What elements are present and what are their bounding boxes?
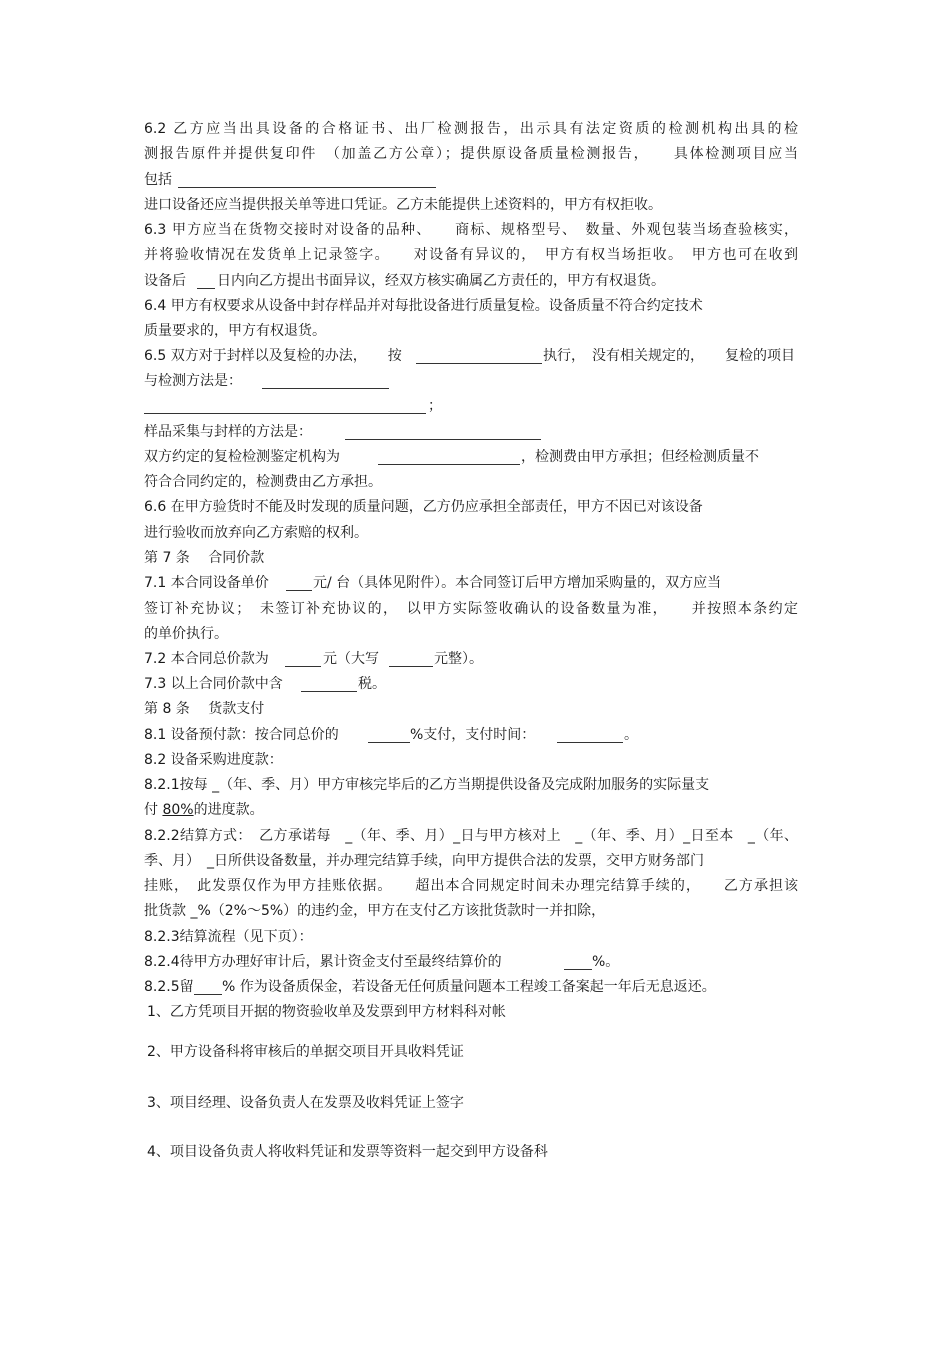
- blank-tax: [301, 691, 357, 692]
- clause-8-2-1-line2-a: 付: [144, 802, 163, 818]
- clause-6-6-line1: 6.6 在甲方验货时不能及时发现的质量问题，乙方仍应承担全部责任，甲方不因已对该设备: [144, 499, 703, 515]
- progress-percent: 80%: [162, 802, 194, 818]
- clause-6-5-line5-b: ，检测费由甲方承担；但经检测质量不: [521, 449, 759, 465]
- clause-6-5-line2: 与检测方法是：: [144, 373, 242, 389]
- clause-6-5-line6: 符合合同约定的，检测费由乙方承担。: [144, 474, 382, 490]
- clause-6-3-line1: 6.3 甲方应当在货物交接时对设备的品种、 商标、规格型号、 数量、外观包装当场查验核实，: [144, 222, 798, 238]
- clause-6-2-line4: 进口设备还应当提供报关单等进口凭证。乙方未能提供上述资料的，甲方有权拒收。: [144, 197, 662, 213]
- clause-6-5-line5-a: 双方约定的复检检测鉴定机构为: [144, 449, 340, 465]
- clause-8-1-a: 8.1 设备预付款：按合同总价的: [144, 727, 339, 743]
- clause-7-1-line3: 的单价执行。: [144, 626, 228, 642]
- clause-8-2-4-a: 8.2.4待甲方办理好审计后，累计资金支付至最终结算价的: [144, 954, 502, 970]
- article-8-heading: 第 8 条 货款支付: [144, 701, 265, 717]
- clause-8-1-c: 。: [624, 727, 638, 743]
- clause-8-2-4-b: %。: [592, 954, 620, 970]
- clause-6-3-line2: 并将验收情况在发货单上记录签字。 对设备有异议的， 甲方有权当场拒收。 甲方也可在收到: [144, 247, 798, 263]
- clause-8-2-5-b: % 作为设备质保金，若设备无任何质量问题本工程竣工备案起一年后无息返还。: [222, 979, 716, 995]
- clause-8-2-5-a: 8.2.5留: [144, 979, 194, 995]
- clause-8-1-b: %支付，支付时间：: [410, 727, 536, 743]
- clause-8-2-1-line1: 8.2.1按每 _（年、季、月）甲方审核完毕后的乙方当期提供设备及完成附加服务的实际量支: [144, 777, 710, 793]
- blank-prepay-percent: [368, 742, 410, 743]
- blank-sampling-method: [345, 439, 541, 440]
- blank-final-percent: [564, 969, 592, 970]
- clause-6-5-line1-b: 执行， 没有相关规定的， 复检的项目: [543, 348, 795, 364]
- clause-7-2-c: 元整）。: [434, 651, 483, 667]
- clause-7-1-line2: 签订补充协议； 未签订补充协议的， 以甲方实际签收确认的设备数量为准， 并按照本条约定: [144, 601, 798, 617]
- clause-8-2-2-line4: 批货款 _%（2%～5%）的违约金，甲方在支付乙方该批货款时一并扣除，: [144, 903, 606, 919]
- clause-8-2-2-line1: 8.2.2结算方式： 乙方承诺每 _（年、季、月）_日与甲方核对上 _（年、季、月）_日至本 _（年、: [144, 828, 798, 844]
- clause-6-2-line3: 包括: [144, 172, 172, 188]
- clause-6-4-line1: 6.4 甲方有权要求从设备中封存样品并对每批设备进行质量复检。设备质量不符合约定技术: [144, 298, 703, 314]
- clause-7-2-a: 7.2 本合同总价款为: [144, 651, 269, 667]
- blank-days: [197, 288, 215, 289]
- clause-7-3-b: 税。: [358, 676, 386, 692]
- clause-6-6-line2: 进行验收而放弃向乙方索赔的权利。: [144, 525, 368, 541]
- clause-6-3-line3-b: 日内向乙方提出书面异议，经双方核实确属乙方责任的，甲方有权退货。: [217, 273, 665, 289]
- clause-6-5-line1-a: 6.5 双方对于封样以及复检的办法， 按: [144, 348, 402, 364]
- clause-7-2-b: 元（大写: [323, 651, 379, 667]
- process-step-4: 4、项目设备负责人将收料凭证和发票等资料一起交到甲方设备科: [147, 1144, 548, 1160]
- clause-6-2-line1: 6.2 乙方应当出具设备的合格证书、出厂检测报告，出示具有法定资质的检测机构出具的检: [144, 121, 798, 137]
- blank-test-method-1: [262, 388, 389, 389]
- blank-total-price-words: [389, 666, 433, 667]
- blank-recheck-standard: [416, 363, 542, 364]
- clause-8-2-2-line2: 季、月） _日所供设备数量，并办理完结算手续，向甲方提供合法的发票，交甲方财务部门: [144, 853, 704, 869]
- clause-6-5-line4: 样品采集与封样的方法是：: [144, 424, 312, 440]
- clause-8-2-1-line2: [144, 801, 264, 819]
- clause-8-2-3: 8.2.3结算流程（见下页）：: [144, 929, 313, 945]
- article-7-heading: 第 7 条 合同价款: [144, 550, 265, 566]
- blank-total-price: [285, 666, 321, 667]
- clause-7-1-line1-b: 元/ 台（具体见附件）。本合同签订后甲方增加采购量的，双方应当: [313, 575, 722, 591]
- clause-6-5-line3-end: ；: [428, 398, 442, 414]
- clause-6-3-line3-a: 设备后: [144, 273, 186, 289]
- blank-warranty-percent: [194, 994, 222, 995]
- process-step-2: 2、甲方设备科将审核后的单据交项目开具收料凭证: [147, 1044, 464, 1060]
- clause-7-3-a: 7.3 以上合同价款中含: [144, 676, 283, 692]
- clause-7-1-line1-a: 7.1 本合同设备单价: [144, 575, 269, 591]
- clause-6-4-line2: 质量要求的，甲方有权退货。: [144, 323, 326, 339]
- blank-test-items: [178, 187, 436, 188]
- clause-8-2-1-line2-b: 的进度款。: [193, 802, 264, 818]
- clause-8-2-2-line3: 挂账， 此发票仅作为甲方挂账依据。 超出本合同规定时间未办理完结算手续的， 乙方承担该: [144, 878, 798, 894]
- process-step-3: 3、项目经理、设备负责人在发票及收料凭证上签字: [147, 1095, 464, 1111]
- blank-unit-price: [286, 590, 312, 591]
- clause-6-2-line2: 测报告原件并提供复印件 （加盖乙方公章）；提供原设备质量检测报告， 具体检测项目应当: [144, 146, 798, 162]
- blank-test-method-2: [144, 413, 426, 414]
- blank-inspection-agency: [378, 464, 520, 465]
- blank-prepay-time: [557, 742, 623, 743]
- clause-8-2: 8.2 设备采购进度款：: [144, 752, 283, 768]
- process-step-1: 1、乙方凭项目开据的物资验收单及发票到甲方材料科对帐: [147, 1004, 506, 1020]
